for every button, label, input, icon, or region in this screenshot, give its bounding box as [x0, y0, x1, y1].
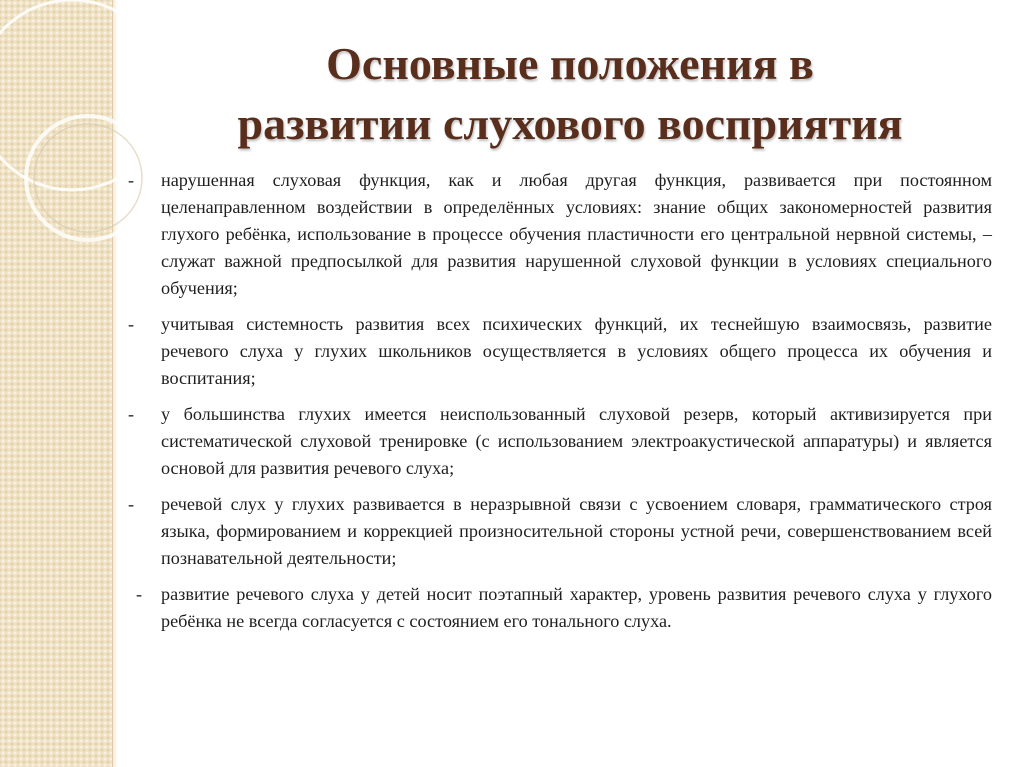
slide-title	[140, 34, 1000, 154]
list-item-text: у большинства глухих имеется неиспользованный слуховой резерв, который активизируется при систематической слуховой тренировке (с использованием электроакустической аппаратуры) и является основой для развития речевого слуха;	[161, 404, 992, 478]
list-item	[128, 167, 992, 302]
list-item-text: учитывая системность развития всех психических функций, их теснейшую взаимосвязь, развитие речевого слуха у глухих школьников осуществляется в условиях общего процесса их обучения и воспитания;	[161, 314, 992, 388]
bullet-dash: -	[128, 494, 135, 514]
list-item	[128, 311, 992, 392]
list-item-text: развитие речевого слуха у детей носит поэтапный характер, уровень развития речевого слуха у глухого ребёнка не всегда согласуется с состоянием его тонального слуха.	[161, 584, 992, 631]
bullet-dash: -	[136, 584, 143, 604]
bullet-dash: -	[128, 170, 135, 190]
list-item	[128, 581, 992, 635]
bullet-list	[128, 167, 992, 635]
bullet-dash: -	[128, 314, 135, 334]
list-item	[128, 491, 992, 572]
list-item-text: речевой слух у глухих развивается в неразрывной связи с усвоением словаря, грамматического строя языка, формированием и коррекцией произносительной стороны устной речи, совершенствованием всей познавательной деятельности;	[161, 494, 992, 568]
list-item-text: нарушенная слуховая функция, как и любая другая функция, развивается при постоянном целенаправленном воздействии в определённых условиях: знание общих закономерностей развития глухого ребёнка, использование в процессе обучения пластичности его центральной нервной системы, – служат важной предпосылкой для развития нарушенной слуховой функции в условиях специального обучения;	[161, 170, 992, 298]
bullet-dash: -	[128, 404, 135, 424]
slide-title-line-2: развитии слухового восприятия	[237, 98, 903, 149]
list-item	[128, 401, 992, 482]
slide-title-line-1: Основные положения в	[326, 38, 814, 89]
